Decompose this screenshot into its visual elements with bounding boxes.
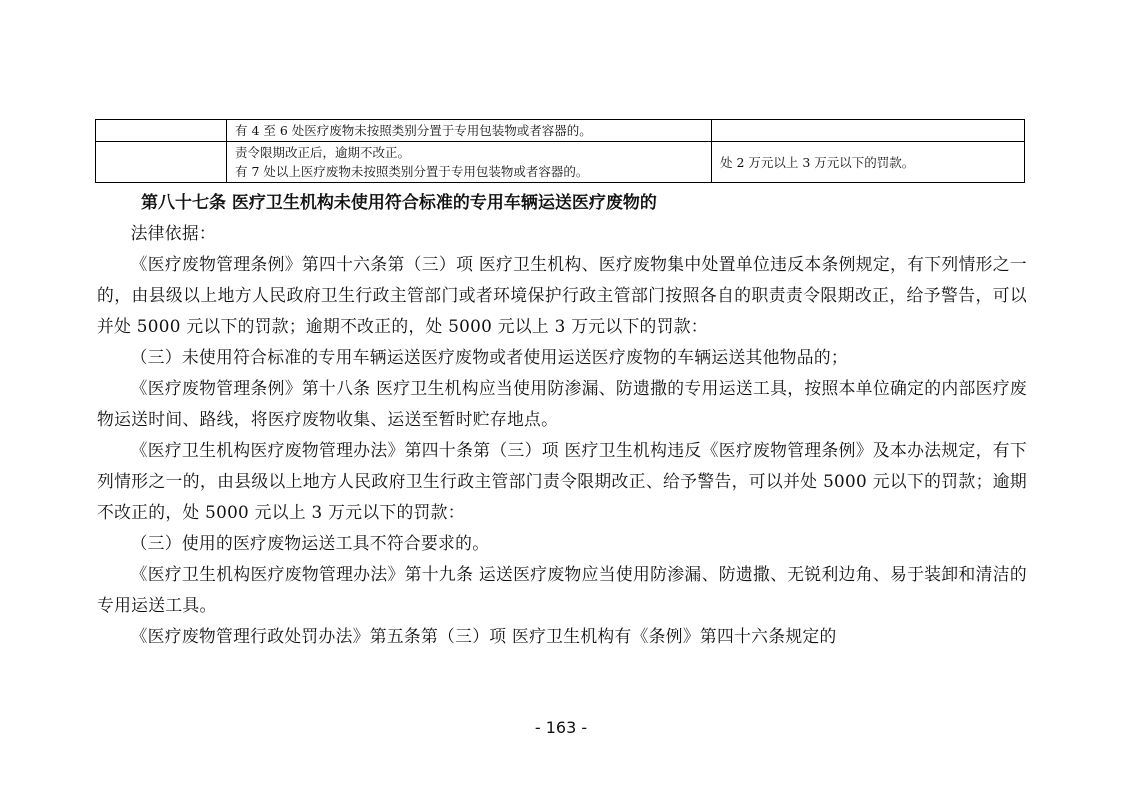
paragraph: 《医疗废物管理条例》第十八条 医疗卫生机构应当使用防渗漏、防遗撒的专用运送工具，按照本单位确定的内部医疗废物运送时间、路线，将医疗废物收集、运送至暂时贮存地点。 [97,378,1027,429]
table-cell-line: 责令限期改正后，逾期不改正。 [235,145,411,160]
page-number: - 163 - [534,718,588,737]
table-cell-category [96,142,227,183]
table-cell-line: 有 7 处以上医疗废物未按照类别分置于专用包装物或者容器的。 [235,164,589,179]
paragraph: （三）使用的医疗废物运送工具不符合要求的。 [130,533,490,553]
table-cell-category [96,120,227,142]
paragraph: 《医疗卫生机构医疗废物管理办法》第四十条第（三）项 医疗卫生机构违反《医疗废物管理条例》及本办法规定，有下列情形之一的，由县级以上地方人民政府卫生行政主管部门责令限期改正、给予警告，可以并处 5000 元以下的罚款；逾期不改正的，处 5000 元以上 3 万元以下的罚款： [97,440,1027,522]
document-body [97,188,1027,652]
paragraph: 《医疗卫生机构医疗废物管理办法》第十九条 运送医疗废物应当使用防渗漏、防遗撒、无锐利边角、易于装卸和清洁的专用运送工具。 [97,564,1027,615]
paragraph: 《医疗废物管理条例》第四十六条第（三）项 医疗卫生机构、医疗废物集中处置单位违反本条例规定，有下列情形之一的，由县级以上地方人民政府卫生行政主管部门或者环境保护行政主管部门按照各自的职责责令限期改正，给予警告，可以并处 5000 元以下的罚款；逾期不改正的，处 5000 元以上 3 万元以下的罚款： [97,254,1027,336]
table-cell-line: 有 4 至 6 处医疗废物未按照类别分置于专用包装物或者容器的。 [235,123,592,138]
table-cell-penalty [712,120,1025,142]
legal-basis-label: 法律依据： [130,223,217,243]
article-heading: 第八十七条 医疗卫生机构未使用符合标准的专用车辆运送医疗废物的 [141,193,657,213]
penalty-table [95,119,1025,183]
table-cell-circumstance [227,142,712,183]
table-cell-penalty: 处 2 万元以上 3 万元以下的罚款。 [712,142,1025,183]
table-row [96,142,1025,183]
table-cell-circumstance [227,120,712,142]
paragraph: （三）未使用符合标准的专用车辆运送医疗废物或者使用运送医疗废物的车辆运送其他物品的； [130,347,849,367]
table-row [96,120,1025,142]
paragraph: 《医疗废物管理行政处罚办法》第五条第（三）项 医疗卫生机构有《条例》第四十六条规定的 [130,626,837,646]
